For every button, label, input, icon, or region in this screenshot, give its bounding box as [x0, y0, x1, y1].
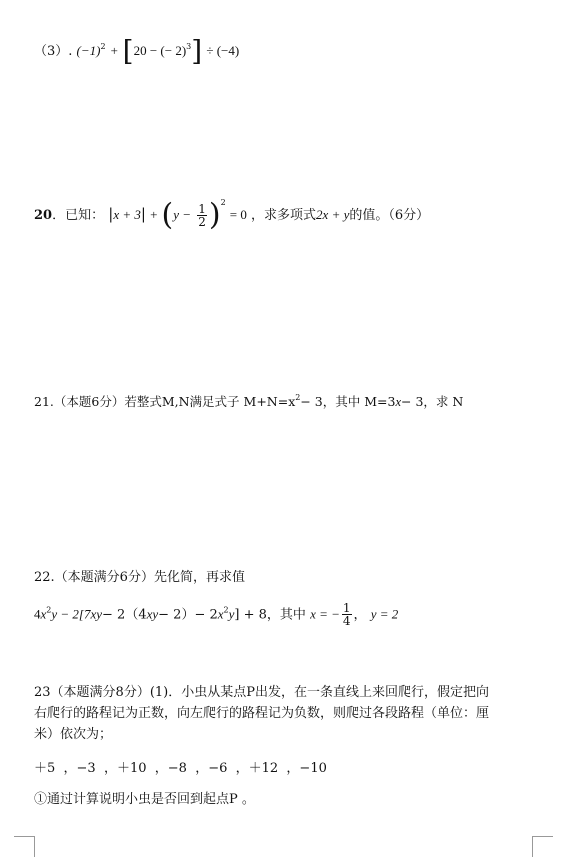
question-23 [34, 682, 544, 810]
question-suffix-1: ，求多项式 [251, 208, 317, 223]
question-20 [34, 197, 430, 233]
expr-var-y: y [228, 606, 235, 622]
fraction-numerator: 1 [198, 201, 206, 216]
q21-exponent: 2 [295, 393, 301, 402]
question-22-title [34, 566, 245, 585]
right-paren: ) [208, 197, 221, 233]
q21-text-2: − 3，其中 M=3 [300, 394, 396, 409]
q23-line-1: 23（本题满分8分）(1)．小虫从某点P出发，在一条直线上来回爬行，假定把向 [34, 685, 489, 700]
abs-bar-right: | [140, 205, 146, 223]
expr-var-xy: xy [146, 606, 159, 622]
q21-text-1: 21.（本题6分）若整式M,N满足式子 M+N=x [34, 394, 296, 409]
abs-bar-left: | [108, 205, 114, 223]
abs-content: x + 3 [113, 207, 141, 222]
question-prefix: ．已知： [52, 208, 105, 223]
polynomial-expression: 2x + y [316, 207, 350, 222]
square-exponent: 2 [220, 198, 226, 207]
math-term-2: 20 − (− 2) [133, 43, 187, 58]
q23-sub-question-1: ①通过计算说明小虫是否回到起点P 。 [34, 792, 255, 807]
question-21 [34, 392, 463, 410]
equals-zero: = 0 [229, 207, 247, 222]
q23-values: ＋5 ，−3 ，＋10 ，−8 ，−6 ，＋12 ，−10 [34, 761, 327, 776]
y-minus: y − [173, 207, 192, 222]
y-value: y = 2 [370, 606, 399, 622]
part-label: （3）. [34, 44, 73, 59]
expr-var-x: x [217, 606, 224, 622]
q21-variable-x: x [395, 395, 402, 409]
expr-part: y − 2[7 [51, 606, 91, 622]
left-paren: ( [161, 197, 174, 233]
fraction-half [197, 203, 207, 229]
fraction-denominator: 4 [342, 614, 351, 628]
expr-part: − 2）− 2 [158, 607, 218, 623]
q22-title: 22.（本题满分6分）先化简，再求值 [34, 570, 245, 585]
expr-part: 4 [34, 606, 41, 622]
expr-exponent: 2 [46, 605, 52, 615]
plus-sign: + [150, 207, 158, 222]
crop-mark-bottom-right [532, 836, 553, 857]
q23-line-3: 米）依次为； [34, 727, 113, 742]
question-number: 20 [34, 208, 53, 223]
x-value-label: x = − [310, 606, 340, 622]
expr-part: − 2（4 [102, 607, 147, 623]
expr-exponent: 2 [223, 605, 229, 615]
comma: ， [353, 607, 367, 623]
fraction-quarter [342, 602, 352, 628]
q23-line-2: 右爬行的路程记为正数，向左爬行的路程记为负数，则爬过各段路程（单位：厘 [34, 706, 490, 721]
left-bracket: [ [122, 34, 134, 68]
question-22-expression [34, 602, 398, 628]
exponent-2: 3 [186, 42, 192, 51]
q21-text-3: − 3，求 N [401, 394, 464, 409]
crop-mark-bottom-left [14, 836, 35, 857]
math-term-3: ÷ (−4) [206, 43, 240, 58]
math-term-1: (−1) [76, 43, 101, 58]
right-bracket: ] [191, 34, 203, 68]
question-suffix-2: 的值。（6分） [349, 208, 430, 223]
plus-sign: + [109, 43, 119, 58]
expr-var-x: x [40, 606, 47, 622]
expr-part: ] + 8，其中 [234, 607, 306, 623]
question-19-part-3 [34, 34, 240, 68]
exponent-1: 2 [100, 42, 106, 51]
fraction-numerator: 1 [342, 601, 351, 615]
fraction-denominator: 2 [198, 214, 206, 229]
expr-var-xy: xy [90, 606, 103, 622]
